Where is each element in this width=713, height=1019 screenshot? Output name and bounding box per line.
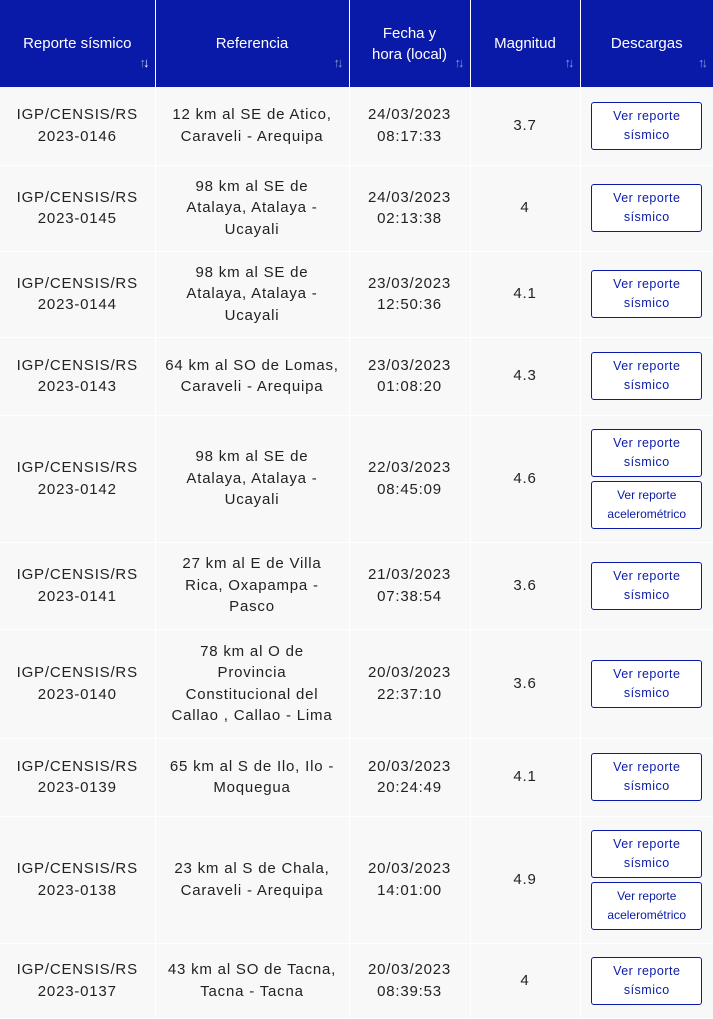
table-row [0,542,713,629]
cell-descargas [580,251,713,337]
cell-fecha: 22/03/2023 08:45:09 [349,415,470,542]
cell-reporte: IGP/CENSIS/RS 2023-0145 [0,165,155,251]
header-label: Referencia [215,35,289,52]
cell-magnitud: 4.9 [470,816,580,943]
table-row [0,165,713,251]
ver-reporte-sismico-button[interactable]: Ver reporte sísmico [591,753,702,801]
cell-fecha: 20/03/2023 08:39:53 [349,943,470,1018]
cell-magnitud: 3.6 [470,542,580,629]
cell-magnitud: 3.6 [470,629,580,738]
cell-referencia: 43 km al SO de Tacna, Tacna - Tacna [155,943,349,1018]
ver-reporte-sismico-button[interactable]: Ver reporte sísmico [591,184,702,232]
cell-reporte: IGP/CENSIS/RS 2023-0139 [0,738,155,816]
cell-descargas [580,337,713,415]
ver-reporte-sismico-button[interactable]: Ver reporte sísmico [591,660,702,708]
cell-descargas [580,87,713,165]
cell-referencia: 65 km al S de Ilo, Ilo - Moquegua [155,738,349,816]
cell-fecha: 20/03/2023 20:24:49 [349,738,470,816]
ver-reporte-acelerometrico-button[interactable]: Ver reporte acelerométrico [591,882,702,930]
ver-reporte-sismico-button[interactable]: Ver reporte sísmico [591,830,702,878]
ver-reporte-sismico-button[interactable]: Ver reporte sísmico [591,102,702,150]
header-label: Magnitud [494,35,556,52]
cell-referencia: 98 km al SE de Atalaya, Atalaya - Ucayali [155,251,349,337]
table-row [0,415,713,542]
cell-descargas [580,165,713,251]
cell-reporte: IGP/CENSIS/RS 2023-0140 [0,629,155,738]
cell-magnitud: 4.6 [470,415,580,542]
header-label: Reporte sísmico [23,35,132,52]
cell-fecha: 23/03/2023 01:08:20 [349,337,470,415]
cell-magnitud: 4 [470,165,580,251]
cell-referencia: 23 km al S de Chala, Caraveli - Arequipa [155,816,349,943]
table-row [0,943,713,1018]
cell-reporte: IGP/CENSIS/RS 2023-0141 [0,542,155,629]
cell-referencia: 78 km al O de Provincia Constitucional del Callao , Callao - Lima [155,629,349,738]
cell-reporte: IGP/CENSIS/RS 2023-0146 [0,87,155,165]
cell-fecha: 21/03/2023 07:38:54 [349,542,470,629]
ver-reporte-acelerometrico-button[interactable]: Ver reporte acelerométrico [591,481,702,529]
cell-fecha: 20/03/2023 22:37:10 [349,629,470,738]
cell-magnitud: 3.7 [470,87,580,165]
ver-reporte-sismico-button[interactable]: Ver reporte sísmico [591,270,702,318]
header-fecha[interactable] [349,0,470,87]
header-label: Fecha y hora (local) [371,24,448,63]
header-referencia[interactable] [155,0,349,87]
sort-arrows-icon[interactable]: ↑↓ [333,55,341,70]
cell-descargas [580,542,713,629]
sort-arrows-icon[interactable]: ↑↓ [139,55,147,70]
cell-descargas [580,738,713,816]
table-row [0,87,713,165]
cell-referencia: 64 km al SO de Lomas, Caraveli - Arequipa [155,337,349,415]
table-body [0,87,713,1018]
table-row [0,251,713,337]
cell-referencia: 98 km al SE de Atalaya, Atalaya - Ucayali [155,415,349,542]
cell-descargas [580,629,713,738]
ver-reporte-sismico-button[interactable]: Ver reporte sísmico [591,957,702,1005]
cell-reporte: IGP/CENSIS/RS 2023-0142 [0,415,155,542]
sort-arrows-icon[interactable]: ↑↓ [454,55,462,70]
cell-referencia: 27 km al E de Villa Rica, Oxapampa - Pasco [155,542,349,629]
sort-arrows-icon[interactable]: ↑↓ [564,55,572,70]
cell-descargas [580,415,713,542]
cell-reporte: IGP/CENSIS/RS 2023-0137 [0,943,155,1018]
cell-referencia: 98 km al SE de Atalaya, Atalaya - Ucayali [155,165,349,251]
cell-fecha: 20/03/2023 14:01:00 [349,816,470,943]
ver-reporte-sismico-button[interactable]: Ver reporte sísmico [591,562,702,610]
cell-fecha: 24/03/2023 02:13:38 [349,165,470,251]
cell-fecha: 23/03/2023 12:50:36 [349,251,470,337]
header-row [0,0,713,87]
header-magnitud[interactable] [470,0,580,87]
cell-reporte: IGP/CENSIS/RS 2023-0144 [0,251,155,337]
cell-reporte: IGP/CENSIS/RS 2023-0143 [0,337,155,415]
sort-arrows-icon[interactable]: ↑↓ [698,55,705,70]
table-row [0,337,713,415]
cell-reporte: IGP/CENSIS/RS 2023-0138 [0,816,155,943]
ver-reporte-sismico-button[interactable]: Ver reporte sísmico [591,352,702,400]
table-row [0,738,713,816]
cell-magnitud: 4.1 [470,738,580,816]
cell-fecha: 24/03/2023 08:17:33 [349,87,470,165]
cell-magnitud: 4.3 [470,337,580,415]
cell-magnitud: 4.1 [470,251,580,337]
header-reporte[interactable] [0,0,155,87]
header-label: Descargas [610,35,683,52]
ver-reporte-sismico-button[interactable]: Ver reporte sísmico [591,429,702,477]
table-row [0,816,713,943]
cell-descargas [580,943,713,1018]
cell-magnitud: 4 [470,943,580,1018]
table-row [0,629,713,738]
cell-descargas [580,816,713,943]
cell-referencia: 12 km al SE de Atico, Caraveli - Arequipa [155,87,349,165]
table-header [0,0,713,87]
header-descargas[interactable] [580,0,713,87]
